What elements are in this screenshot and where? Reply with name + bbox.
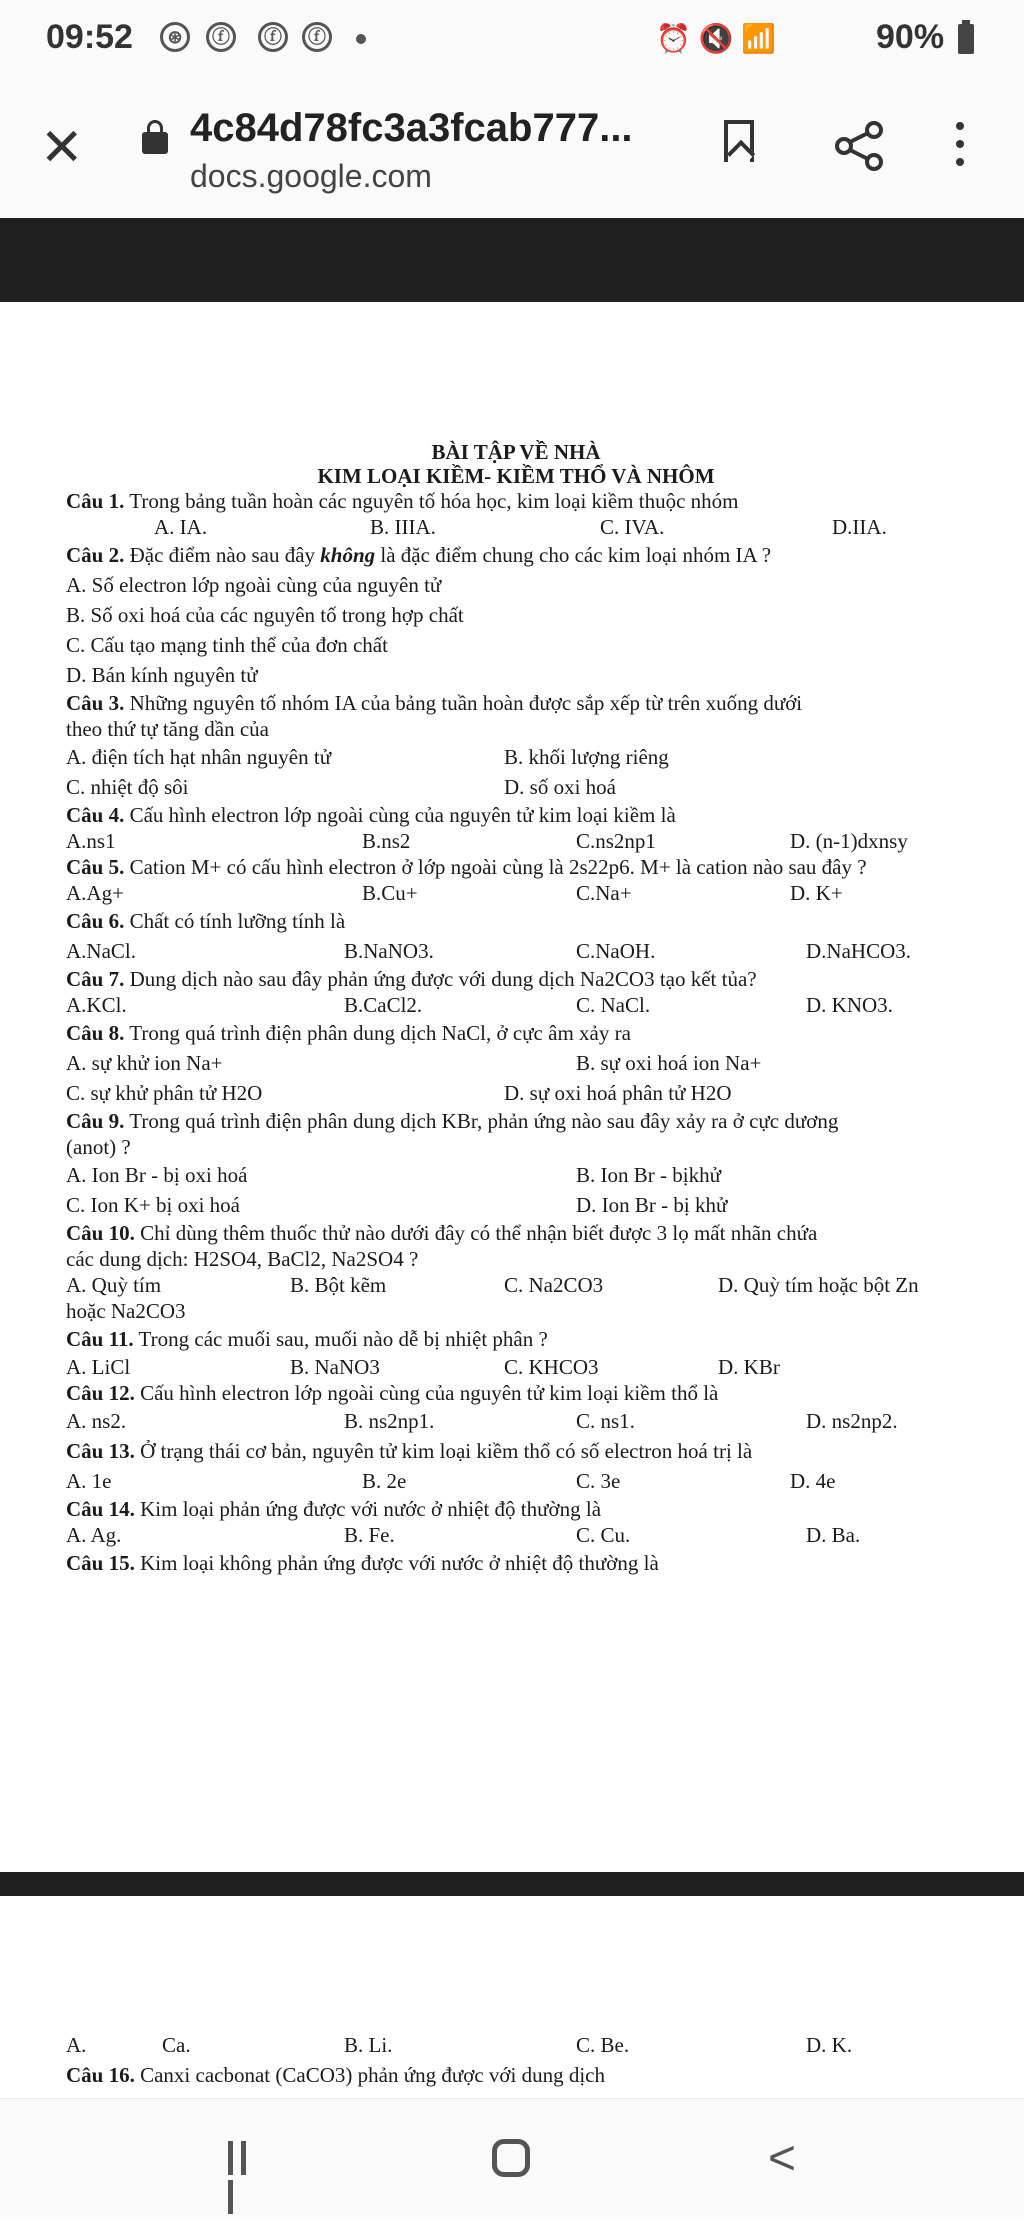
answer-d: D. Ba.: [806, 1523, 861, 1547]
question-text-cont: theo thứ tự tăng dần của: [66, 717, 269, 741]
question-text: Trong các muối sau, muối nào dễ bị nhiệt phân ?: [133, 1327, 548, 1351]
question-text: Những nguyên tố nhóm IA của bảng tuần hoàn được sắp xếp từ trên xuống dưới: [124, 691, 803, 715]
answer-d: D. (n-1)dxnsy: [790, 829, 908, 853]
answer-d: D. KNO3.: [806, 993, 893, 1017]
facebook-icon: ⓕ: [302, 22, 332, 52]
answer-c: C. KHCO3: [504, 1355, 599, 1379]
question-text: Cấu hình electron lớp ngoài cùng của nguyên tử kim loại kiềm thổ là: [134, 1381, 719, 1405]
answer-row: [66, 1048, 966, 1078]
answer-row: [66, 1160, 966, 1190]
answer-b: B. Li.: [344, 2033, 393, 2057]
question-text: Canxi cacbonat (CaCO3) phản ứng được với dung dịch: [134, 2063, 605, 2087]
question-text: là đặc điểm chung cho các kim loại nhóm IA ?: [375, 543, 772, 567]
answer-a: A. Ion Br - bị oxi hoá: [66, 1163, 248, 1187]
answer-b: B.NaNO3.: [344, 939, 434, 963]
answer-b: B. 2e: [362, 1469, 407, 1493]
answer-b: B. khối lượng riêng: [504, 745, 669, 769]
answer-row: [66, 2030, 966, 2060]
answer-b: B.CaCl2.: [344, 993, 423, 1017]
question-text: Trong bảng tuần hoàn các nguyên tố hóa học, kim loại kiềm thuộc nhóm: [124, 489, 739, 513]
answer-a: A.: [66, 2033, 87, 2057]
question-text: Trong quá trình điện phân dung dịch KBr, phản ứng nào sau đây xảy ra ở cực dương: [124, 1109, 839, 1133]
question-number: Câu 13.: [66, 1439, 135, 1463]
answer-d: D. sự oxi hoá phân tử H2O: [504, 1081, 732, 1105]
answer-a-value: Ca.: [162, 2033, 191, 2057]
question-text-cont: (anot) ?: [66, 1135, 131, 1159]
question: [66, 1548, 966, 1578]
question: [66, 690, 966, 716]
answer-c: C.Na+: [576, 881, 632, 905]
question: [66, 540, 966, 570]
question: [66, 1324, 966, 1354]
answer-c: C. sự khử phân tử H2O: [66, 1081, 263, 1105]
question-text: Chất có tính lưỡng tính là: [124, 909, 346, 933]
answer-row: [66, 772, 966, 802]
question: [66, 1436, 966, 1466]
question: [66, 802, 966, 828]
bookmark-icon[interactable]: [724, 120, 754, 162]
answer-row: [66, 514, 966, 540]
question-number: Câu 9.: [66, 1109, 125, 1133]
answer-c: C. Be.: [576, 2033, 630, 2057]
more-menu-icon[interactable]: [956, 122, 964, 176]
answer-b: B. Bột kẽm: [290, 1273, 387, 1297]
question-number: Câu 16.: [66, 2063, 135, 2087]
question-number: Câu 7.: [66, 967, 125, 991]
answer-c: C.ns2np1: [576, 829, 656, 853]
answer-a: A. 1e: [66, 1469, 112, 1493]
answer-a: A. Ag.: [66, 1523, 122, 1547]
answer-d: D. Quỳ tím hoặc bột Zn: [718, 1273, 919, 1297]
answer-row: [66, 1522, 966, 1548]
answer-c: C. IVA.: [600, 515, 665, 539]
answer-a: A.KCl.: [66, 993, 127, 1017]
question-text: Cation M+ có cấu hình electron ở lớp ngoài cùng là 2s22p6. M+ là cation nào sau đây ?: [124, 855, 867, 879]
question-text: Đặc điểm nào sau đây: [124, 543, 321, 567]
question-number: Câu 2.: [66, 543, 125, 567]
status-bar: [0, 0, 1024, 80]
browser-toolbar: [0, 80, 1024, 218]
page-break-band: [0, 1872, 1024, 1896]
battery-level: 90%: [876, 18, 945, 56]
answer-c: C.NaOH.: [576, 939, 656, 963]
navigation-bar: [0, 2098, 1024, 2218]
answer-b: B. sự oxi hoá ion Na+: [576, 1051, 762, 1075]
question-number: Câu 15.: [66, 1551, 135, 1575]
answer-row: [66, 1078, 966, 1108]
answer-d: D. K.: [806, 2033, 853, 2057]
answer-c: C. Na2CO3: [504, 1273, 604, 1297]
answer-a: A.ns1: [66, 829, 116, 853]
answer-a: A.NaCl.: [66, 939, 136, 963]
question-number: Câu 8.: [66, 1021, 125, 1045]
doc-heading: BÀI TẬP VỀ NHÀ: [431, 440, 601, 464]
system-status-icons: ⏰ 🔇 📶: [656, 23, 777, 54]
question-text: Ở trạng thái cơ bản, nguyên tử kim loại kiềm thổ có số electron hoá trị là: [134, 1439, 753, 1463]
answer-c: C. Cấu tạo mạng tinh thể của đơn chất: [66, 633, 388, 657]
question: [66, 854, 966, 880]
answer-a: A. LiCl: [66, 1355, 131, 1379]
answer-row: [66, 742, 966, 772]
answer-d: D. ns2np2.: [806, 1409, 898, 1433]
home-icon[interactable]: [492, 2139, 530, 2177]
answer-d: D. K+: [790, 881, 843, 905]
question-text-cont: các dung dịch: H2SO4, BaCl2, Na2SO4 ?: [66, 1247, 419, 1271]
facebook-icon: ⓕ: [258, 22, 288, 52]
answer-c: C. Ion K+ bị oxi hoá: [66, 1193, 240, 1217]
clock: 09:52: [46, 18, 133, 56]
question: [66, 1018, 966, 1048]
question-text: Chỉ dùng thêm thuốc thử nào dưới đây có thể nhận biết được 3 lọ mất nhãn chứa: [134, 1221, 818, 1245]
answer-d: D. Ion Br - bị khử: [576, 1193, 728, 1217]
lock-icon[interactable]: [142, 132, 168, 154]
doc-subheading: KIM LOẠI KIỀM- KIỀM THỔ VÀ NHÔM: [317, 464, 715, 488]
answer-b: B. Ion Br - bịkhử: [576, 1163, 721, 1187]
answer-b: B. NaNO3: [290, 1355, 380, 1379]
answer-b: B. IIIA.: [370, 515, 436, 539]
answer-d-cont: hoặc Na2CO3: [66, 1299, 186, 1323]
answer-c: C. Cu.: [576, 1523, 631, 1547]
question: [66, 488, 966, 514]
answer-c: C. 3e: [576, 1469, 621, 1493]
answer-row: [66, 1272, 966, 1298]
back-icon[interactable]: <: [768, 2132, 797, 2185]
answer-c: C. ns1.: [576, 1409, 635, 1433]
viewer-header-band: [0, 218, 1024, 302]
question: [66, 2060, 966, 2090]
answer-row: [66, 1190, 966, 1220]
page-title[interactable]: 4c84d78fc3a3fcab777...: [190, 106, 633, 150]
answer-row: [66, 992, 966, 1018]
notification-icon: ⊛: [160, 22, 190, 52]
answer-d: D. 4e: [790, 1469, 836, 1493]
document-page-2: [66, 2030, 966, 2090]
answer-a: A. Số electron lớp ngoài cùng của nguyên tử: [66, 573, 442, 597]
question-number: Câu 10.: [66, 1221, 135, 1245]
document-page: [66, 440, 966, 1578]
answer-a: A. IA.: [154, 515, 208, 539]
answer-a: A. điện tích hạt nhân nguyên tử: [66, 745, 332, 769]
question-text: Cấu hình electron lớp ngoài cùng của nguyên tử kim loại kiềm là: [124, 803, 676, 827]
answer-d: D. Bán kính nguyên tử: [66, 663, 258, 687]
question: [66, 1220, 966, 1246]
question: [66, 966, 966, 992]
answer-b: B.Cu+: [362, 881, 418, 905]
question-number: Câu 3.: [66, 691, 125, 715]
answer-a: A. sự khử ion Na+: [66, 1051, 223, 1075]
answer-b: B. Số oxi hoá của các nguyên tố trong hợp chất: [66, 603, 464, 627]
question-number: Câu 12.: [66, 1381, 135, 1405]
question: [66, 1108, 966, 1134]
question-text: Kim loại không phản ứng được với nước ở nhiệt độ thường là: [134, 1551, 659, 1575]
answer-row: [66, 880, 966, 906]
facebook-icon: ⓕ: [206, 22, 236, 52]
question-number: Câu 11.: [66, 1327, 134, 1351]
question-text: Trong quá trình điện phân dung dịch NaCl, ở cực âm xảy ra: [124, 1021, 631, 1045]
answer-d: D. số oxi hoá: [504, 775, 616, 799]
answer-c: C. nhiệt độ sôi: [66, 775, 189, 799]
answer-a: A. Quỳ tím: [66, 1273, 162, 1297]
question-number: Câu 14.: [66, 1497, 135, 1521]
close-icon[interactable]: ✕: [40, 119, 84, 177]
answer-a: A. ns2.: [66, 1409, 127, 1433]
question-number: Câu 4.: [66, 803, 125, 827]
more-notifications-icon: [356, 34, 366, 44]
question: [66, 1380, 966, 1406]
answer-row: [66, 828, 966, 854]
answer-row: [66, 1354, 966, 1380]
answer-row: [66, 1466, 966, 1496]
question-emphasis: không: [320, 543, 376, 567]
share-icon[interactable]: [834, 120, 886, 172]
answer-a: A.Ag+: [66, 881, 124, 905]
answer-d: D. KBr: [718, 1355, 780, 1379]
answer-b: B. ns2np1.: [344, 1409, 435, 1433]
battery-icon: [958, 24, 974, 54]
question-number: Câu 5.: [66, 855, 125, 879]
question-number: Câu 1.: [66, 489, 125, 513]
question: [66, 906, 966, 936]
question: [66, 1496, 966, 1522]
url-host[interactable]: docs.google.com: [190, 158, 432, 194]
answer-row: [66, 936, 966, 966]
answer-b: B. Fe.: [344, 1523, 395, 1547]
recent-apps-icon[interactable]: [228, 2141, 264, 2175]
answer-b: B.ns2: [362, 829, 411, 853]
question-text: Kim loại phản ứng được với nước ở nhiệt độ thường là: [134, 1497, 602, 1521]
answer-d: D.NaHCO3.: [806, 939, 911, 963]
answer-row: [66, 1406, 966, 1436]
answer-d: D.IIA.: [832, 515, 887, 539]
question-number: Câu 6.: [66, 909, 125, 933]
answer-c: C. NaCl.: [576, 993, 651, 1017]
question-text: Dung dịch nào sau đây phản ứng được với dung dịch Na2CO3 tạo kết tủa?: [124, 967, 757, 991]
